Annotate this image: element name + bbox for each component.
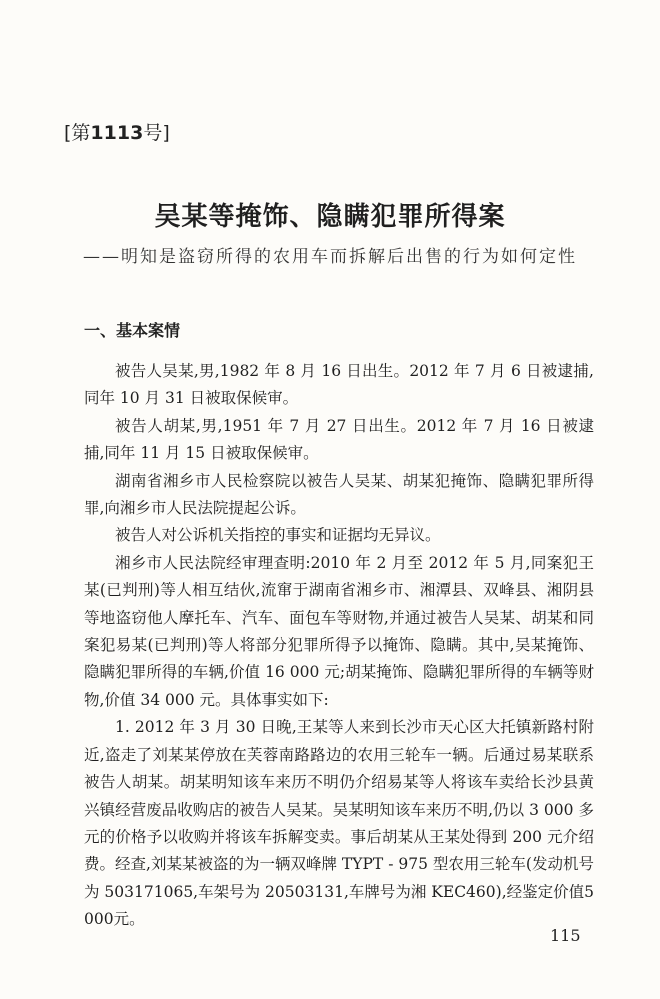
case-number-value: 1113 xyxy=(90,122,144,144)
section-heading: 一、基本案情 xyxy=(84,321,181,340)
paragraph: 被告人胡某,男,1951 年 7 月 27 日出生。2012 年 7 月 16 日被逮捕,同年 11 月 15 日被取保候审。 xyxy=(84,416,594,463)
case-number xyxy=(64,118,170,145)
case-number-prefix: [第 xyxy=(64,122,91,144)
paragraph: 被告人对公诉机关指控的事实和证据均无异议。 xyxy=(115,526,441,545)
case-title: 吴某等掩饰、隐瞒犯罪所得案 xyxy=(154,202,506,232)
case-number-suffix: 号] xyxy=(143,122,170,144)
paragraph: 湘乡市人民法院经审理查明:2010 年 2 月至 2012 年 5 月,同案犯王某(已判刑)等人相互结伙,流窜于湖南省湘乡市、湘潭县、双峰县、湘阴县等地盗窃他人摩托车、汽车、面包车等财物,并通过被告人吴某、胡某和同案犯易某(已判刑)等人将部分犯罪所得予以掩饰、隐瞒。其中,吴某掩饰、隐瞒犯罪所得的车辆,价值 16 000 元;胡某掩饰、隐瞒犯罪所得的车辆等财物,价值 34 000 元。具体事实如下: xyxy=(84,553,594,709)
paragraph: 湖南省湘乡市人民检察院以被告人吴某、胡某犯掩饰、隐瞒犯罪所得罪,向湘乡市人民法院提起公诉。 xyxy=(84,471,594,518)
case-subtitle: ——明知是盗窃所得的农用车而拆解后出售的行为如何定性 xyxy=(83,247,577,267)
body-text xyxy=(84,358,594,934)
paragraph: 1. 2012 年 3 月 30 日晚,王某等人来到长沙市天心区大托镇新路村附近,盗走了刘某某停放在芙蓉南路路边的农用三轮车一辆。后通过易某联系被告人胡某。胡某明知该车来历不明仍介绍易某等人将该车卖给长沙县黄兴镇经营废品收购店的被告人吴某。吴某明知该车来历不明,仍以 3 000 多元的价格予以收购并将该车拆解变卖。事后胡某从王某处得到 200 元介绍费。经查,刘某某被盗的为一辆双峰牌 TYPT - 975 型农用三轮车(发动机号为 503171065,车架号为 20503131,车牌号为湘 KEC460),经鉴定价值5 000元。 xyxy=(84,718,594,929)
paragraph: 被告人吴某,男,1982 年 8 月 16 日出生。2012 年 7 月 6 日被逮捕,同年 10 月 31 日被取保候审。 xyxy=(84,362,594,408)
page-number: 115 xyxy=(550,926,581,945)
